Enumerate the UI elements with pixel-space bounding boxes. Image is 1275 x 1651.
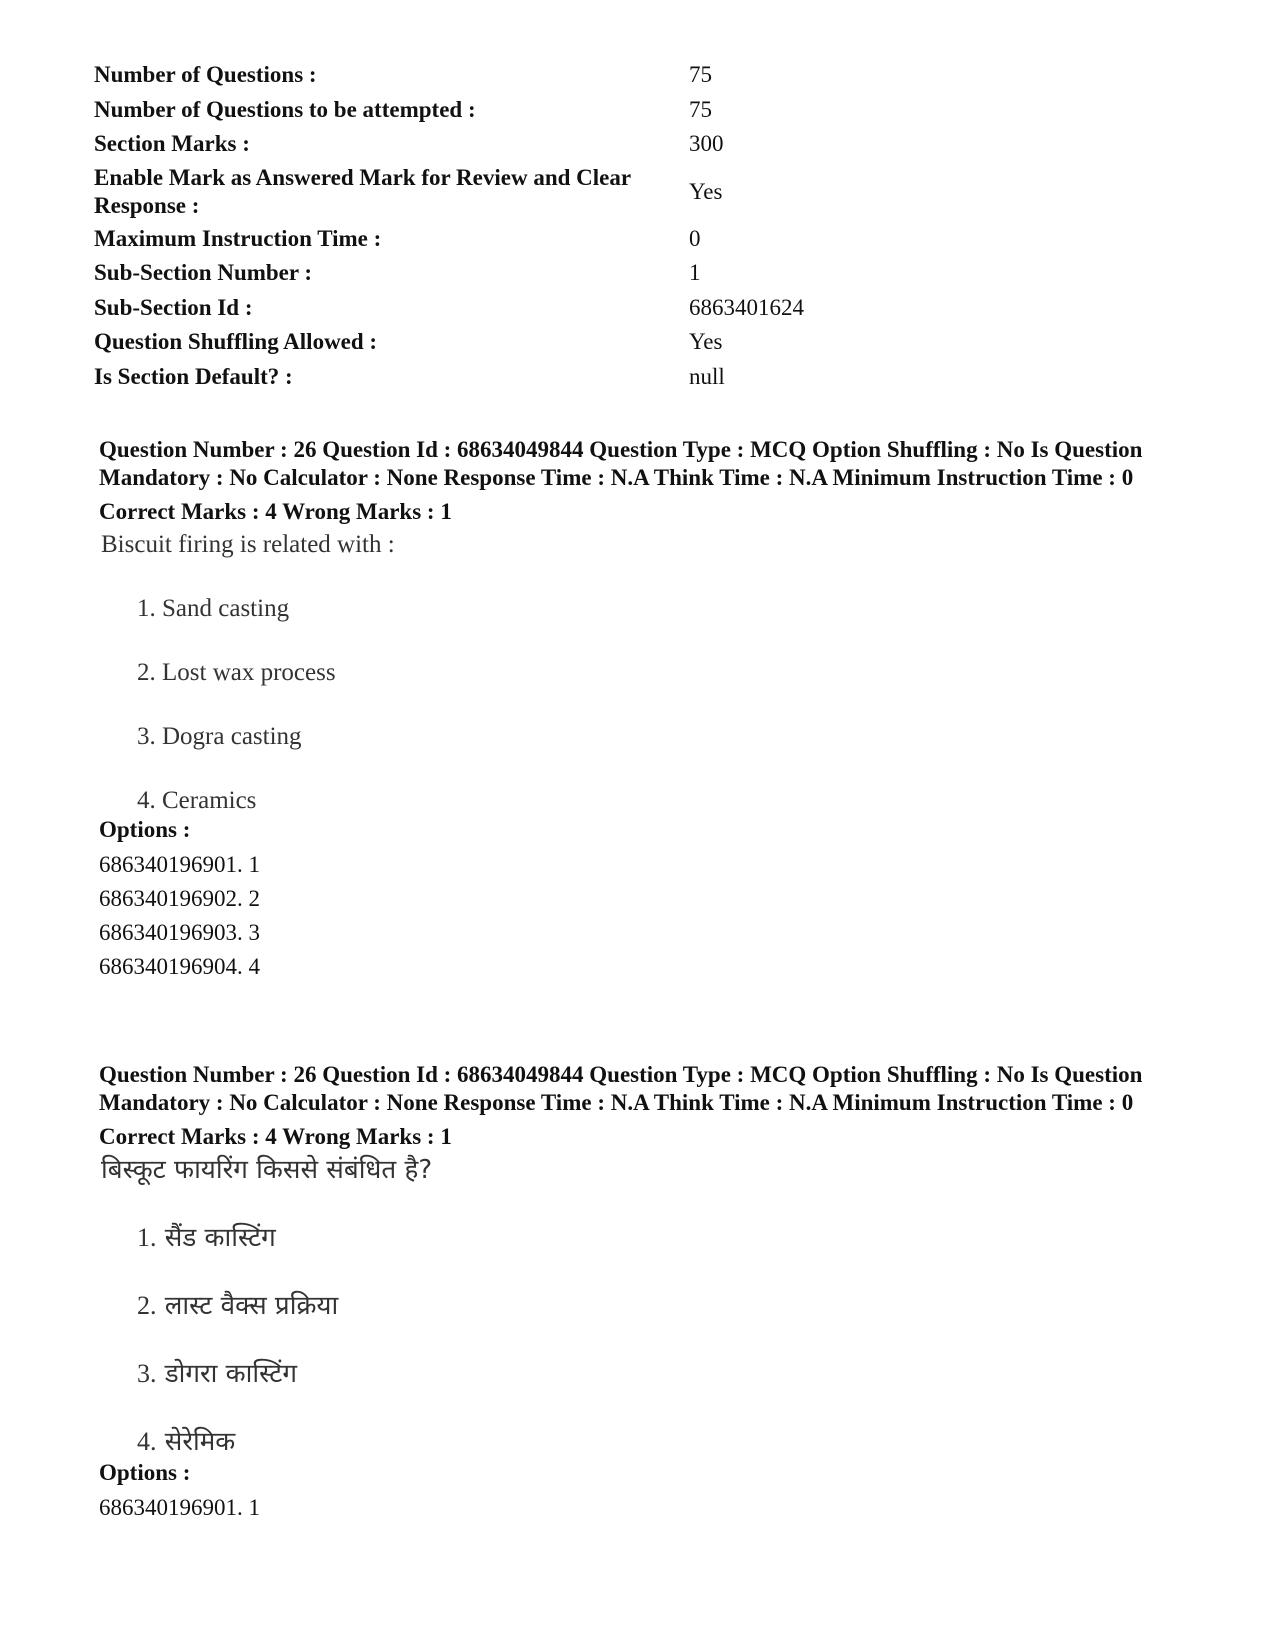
choice-text: Dogra casting [162, 723, 302, 750]
info-value: Yes [689, 178, 723, 204]
info-value: 75 [689, 96, 712, 122]
info-label: Maximum Instruction Time : [94, 225, 382, 251]
option-id-item: 686340196901. 1 [99, 1495, 260, 1520]
info-label: Sub-Section Id : [94, 294, 253, 320]
info-value: 300 [689, 131, 724, 157]
choice-text: Lost wax process [162, 659, 336, 686]
info-label: Number of Questions : [94, 62, 317, 88]
info-label: Section Marks : [94, 131, 250, 157]
choice-item [137, 1425, 1199, 1459]
info-value: null [689, 363, 725, 389]
question-text: Biscuit firing is related with : [101, 531, 395, 558]
section-info-row [94, 222, 854, 257]
info-label: Number of Questions to be attempted : [94, 96, 476, 122]
choice-number: 4. [137, 1427, 157, 1456]
section-info-row [94, 93, 854, 128]
choice-text: सेरेमिक [164, 1427, 236, 1457]
choice-text: डोगरा कास्टिंग [164, 1359, 297, 1389]
question-block-hindi [99, 1061, 1199, 1525]
info-label: Question Shuffling Allowed : [94, 329, 378, 355]
choice-number: 1. [137, 595, 156, 622]
choice-text: Ceramics [162, 787, 257, 814]
choice-number: 3. [137, 1359, 157, 1388]
choice-item [137, 786, 1199, 816]
question-header: Question Number : 26 Question Id : 68634049844 Question Type : MCQ Option Shuffling : No Is Question Mandatory : No Calculator : None Response Time : N.A Think Time : N.A Minimum Instruction Time : 0 [99, 1062, 1143, 1115]
info-label: Sub-Section Number : [94, 260, 313, 286]
choice-item [137, 1221, 1199, 1255]
options-label: Options : [99, 1460, 191, 1485]
choice-text: Sand casting [162, 595, 290, 622]
info-label: Enable Mark as Answered Mark for Review and Clear Response : [94, 164, 631, 218]
choice-item [137, 1289, 1199, 1323]
choice-item [137, 594, 1199, 624]
choice-text: लास्ट वैक्स प्रक्रिया [164, 1291, 339, 1321]
choice-number: 3. [137, 723, 156, 750]
choice-item [137, 658, 1199, 688]
info-value: 6863401624 [689, 294, 804, 320]
option-id-list [99, 1491, 1199, 1525]
section-info-table [94, 58, 854, 394]
option-id-item: 686340196904. 4 [99, 954, 260, 979]
info-label: Is Section Default? : [94, 363, 293, 389]
choice-number: 4. [137, 787, 156, 814]
choice-number: 2. [137, 1291, 157, 1320]
choice-text: सैंड कास्टिंग [164, 1223, 276, 1253]
question-marks: Correct Marks : 4 Wrong Marks : 1 [99, 499, 452, 524]
section-info-row [94, 291, 854, 326]
question-text: बिस्कूट फायरिंग किससे संबंधित है? [101, 1155, 433, 1185]
choice-number: 2. [137, 659, 156, 686]
info-value: 0 [689, 225, 701, 251]
section-info-row [94, 58, 854, 93]
options-label: Options : [99, 817, 191, 842]
choice-list [137, 594, 1199, 816]
section-info-row [94, 127, 854, 162]
section-info-row [94, 360, 854, 395]
option-id-item: 686340196901. 1 [99, 852, 260, 877]
section-info-row [94, 325, 854, 360]
choice-list [137, 1221, 1199, 1459]
info-value: Yes [689, 329, 723, 355]
info-value: 75 [689, 62, 712, 88]
option-id-item: 686340196902. 2 [99, 886, 260, 911]
choice-item [137, 722, 1199, 752]
choice-item [137, 1357, 1199, 1391]
question-marks: Correct Marks : 4 Wrong Marks : 1 [99, 1124, 452, 1149]
option-id-item: 686340196903. 3 [99, 920, 260, 945]
section-info-row [94, 162, 854, 222]
section-info-row [94, 256, 854, 291]
question-block-english [99, 436, 1199, 984]
question-header: Question Number : 26 Question Id : 68634049844 Question Type : MCQ Option Shuffling : No Is Question Mandatory : No Calculator : None Response Time : N.A Think Time : N.A Minimum Instruction Time : 0 [99, 437, 1143, 490]
option-id-list [99, 848, 1199, 984]
info-value: 1 [689, 260, 701, 286]
choice-number: 1. [137, 1223, 157, 1252]
